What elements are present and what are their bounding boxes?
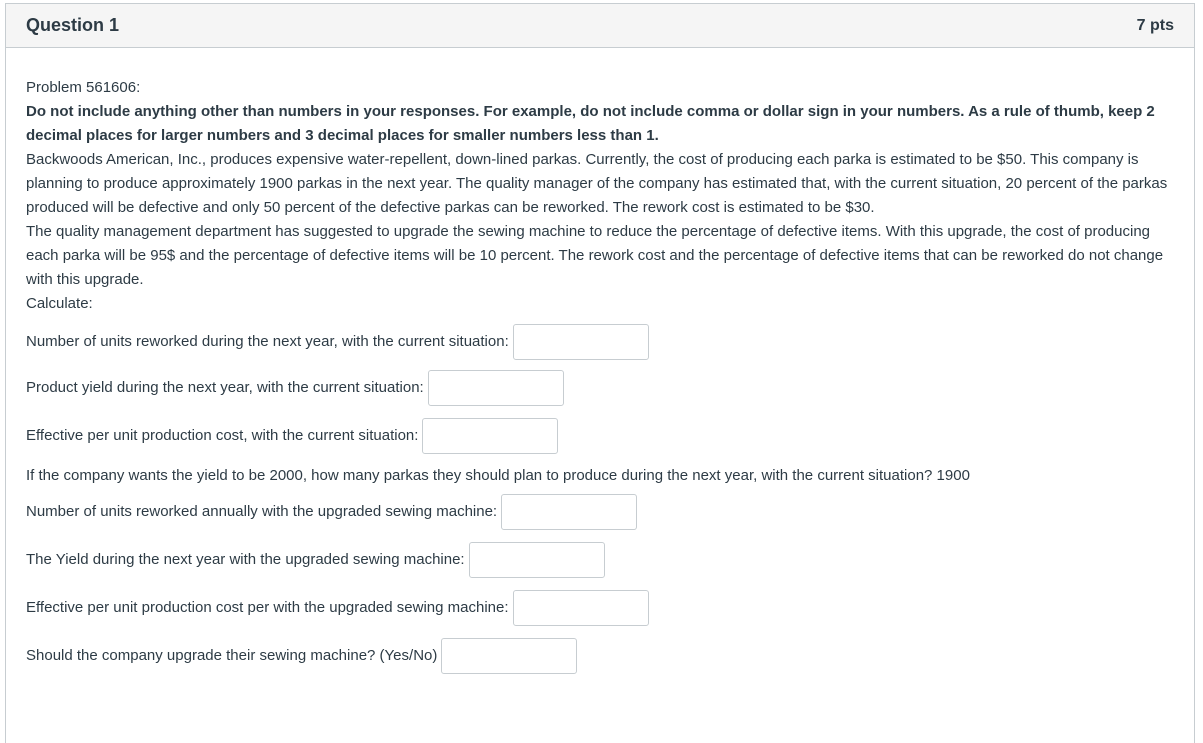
- yield-current-input[interactable]: [428, 370, 564, 406]
- question-card: [5, 3, 1195, 743]
- answer-row-yield-upgraded: [26, 536, 1174, 584]
- question-header: [6, 4, 1194, 48]
- question-points: 7 pts: [1136, 16, 1174, 34]
- field-label: Product yield during the next year, with the current situation:: [26, 379, 424, 396]
- units-reworked-current-input[interactable]: [513, 324, 649, 360]
- question-title: Question 1: [26, 15, 120, 35]
- upgrade-decision-input[interactable]: [441, 638, 577, 674]
- answer-row-units-reworked-upgraded: [26, 488, 1174, 536]
- field-label: Effective per unit production cost per with the upgraded sewing machine:: [26, 599, 509, 616]
- answer-row-cost-current: [26, 412, 1174, 460]
- cost-upgraded-input[interactable]: [513, 590, 649, 626]
- yield-upgraded-input[interactable]: [469, 542, 605, 578]
- scenario-paragraph-2: The quality management department has suggested to upgrade the sewing machine to reduce the percentage of defective items. With this upgrade, the cost of producing each parka will be 95$ and the percentage of defective items will be 10 percent. The rework cost and the percentage of defective items that can be reworked do not change with this upgrade.: [26, 223, 1164, 288]
- field-label: Should the company upgrade their sewing machine? (Yes/No): [26, 647, 438, 664]
- problem-id: Problem 561606:: [26, 79, 141, 96]
- field-label: The Yield during the next year with the upgraded sewing machine:: [26, 551, 465, 568]
- instructions-text: Do not include anything other than numbers in your responses. For example, do not include comma or dollar sign in your numbers. As a rule of thumb, keep 2 decimal places for larger numbers and 3 decimal places for smaller numbers less than 1.: [26, 103, 1155, 144]
- scenario-paragraph-1: Backwoods American, Inc., produces expensive water-repellent, down-lined parkas. Currently, the cost of producing each parka is estimated to be $50. This company is planning to produce approximately 1900 parkas in the next year. The quality manager of the company has estimated that, with the current situation, 20 percent of the parkas produced will be defective and only 50 percent of the defective parkas can be reworked. The rework cost is estimated to be $30.: [26, 151, 1168, 216]
- answer-row-yield-current: [26, 364, 1174, 412]
- calculate-label: Calculate:: [26, 295, 93, 312]
- field-label: Effective per unit production cost, with the current situation:: [26, 427, 419, 444]
- static-answer-line: [26, 464, 1174, 488]
- units-reworked-upgraded-input[interactable]: [501, 494, 637, 530]
- cost-current-input[interactable]: [422, 418, 558, 454]
- field-label: Number of units reworked during the next year, with the current situation:: [26, 333, 509, 350]
- field-label: Number of units reworked annually with the upgraded sewing machine:: [26, 503, 498, 520]
- answer-row-cost-upgraded: [26, 584, 1174, 632]
- answer-row-upgrade-decision: [26, 632, 1174, 680]
- answer-row-units-reworked-current: [26, 320, 1174, 364]
- static-answer-text: If the company wants the yield to be 2000, how many parkas they should plan to produce during the next year, with the current situation? 1900: [26, 467, 970, 484]
- question-body: [6, 48, 1194, 680]
